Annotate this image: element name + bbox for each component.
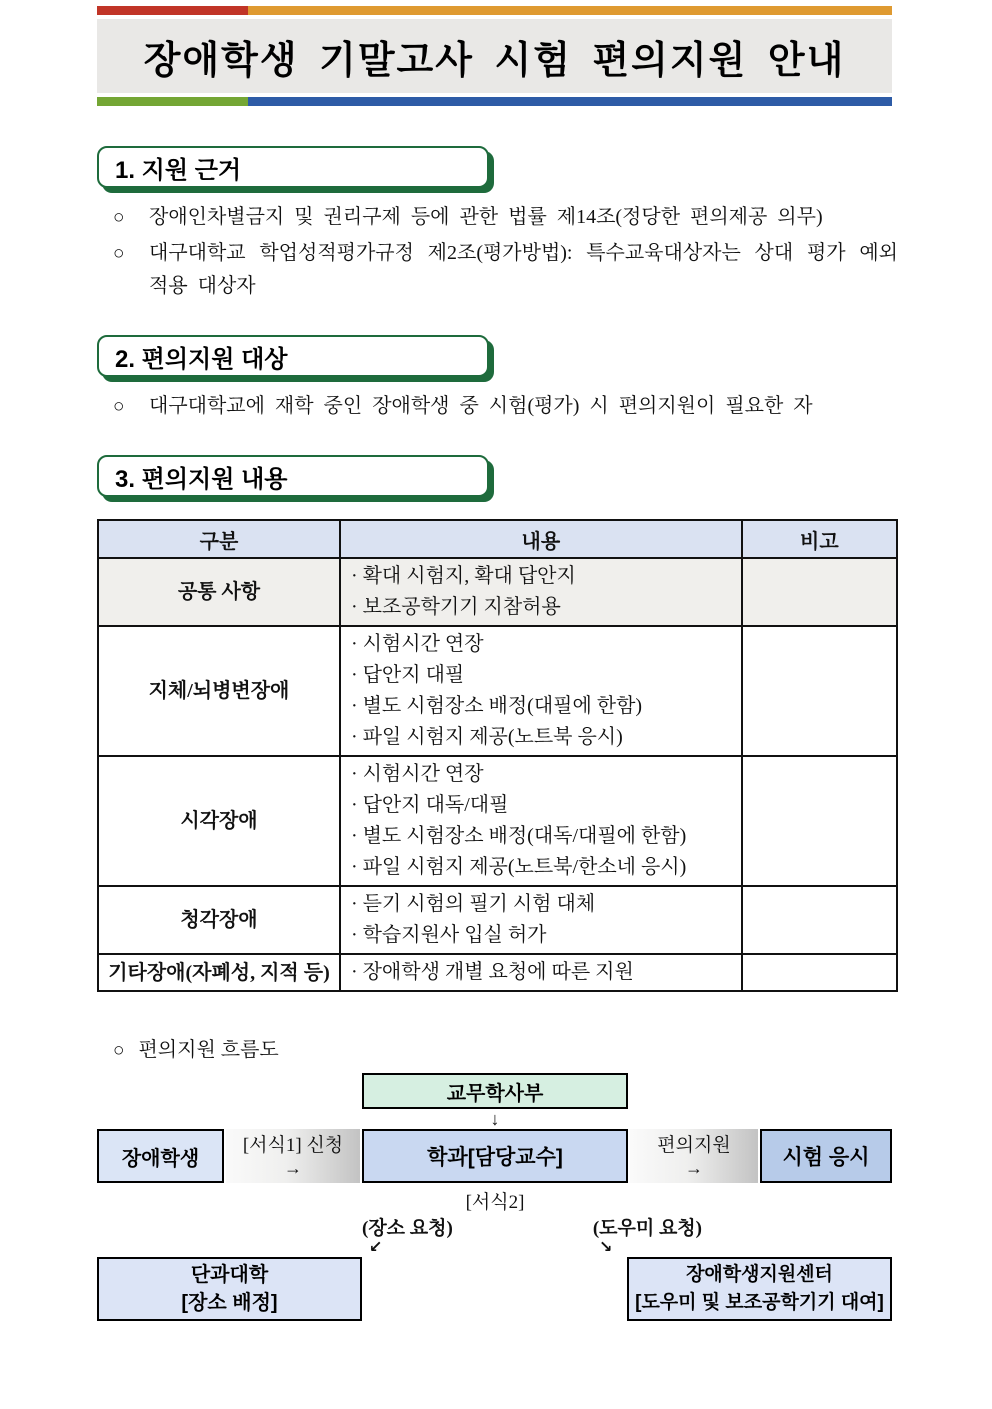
section-3-heading (97, 455, 489, 497)
section-3-heading-label: 3. 편의지원 내용 (115, 465, 288, 493)
section-2-bullets (113, 390, 898, 423)
category-cell: 공통 사항 (98, 558, 340, 626)
circle-bullet-icon: ○ (113, 1040, 125, 1061)
table-row (98, 886, 897, 954)
bottom-bar-blue-segment (248, 97, 892, 106)
category-cell: 지체/뇌병변장애 (98, 626, 340, 756)
column-header-remark: 비고 (742, 520, 897, 558)
connector-label: 편의지원 (657, 1135, 731, 1156)
content-line: · 답안지 대필 (350, 664, 465, 686)
top-bar-orange-segment (248, 6, 892, 15)
content-cell (340, 626, 742, 756)
circle-bullet-icon: ○ (113, 207, 125, 228)
bullet-item (113, 237, 898, 303)
flow-box-take-exam: 시험 응시 (760, 1129, 892, 1183)
flow-box-support-center (627, 1257, 892, 1321)
column-header-content: 내용 (340, 520, 742, 558)
content-cell (340, 756, 742, 886)
content-line: · 파일 시험지 제공(노트북/한소네 응시) (350, 856, 687, 878)
content-line: · 장애학생 개별 요청에 따른 지원 (350, 961, 634, 983)
content-line: · 별도 시험장소 배정(대필에 한함) (350, 695, 643, 717)
remark-cell (742, 626, 897, 756)
down-arrow-icon: ↓ (490, 1109, 500, 1129)
category-cell: 청각장애 (98, 886, 340, 954)
flow-diagram (97, 1069, 892, 1331)
remark-cell (742, 886, 897, 954)
page-title: 장애학생 기말고사 시험 편의지원 안내 (143, 39, 846, 82)
section-2-heading (97, 335, 489, 377)
helper-request-label: (도우미 요청) (592, 1218, 702, 1239)
document-page (0, 6, 992, 1409)
header-bottom-bar (97, 97, 892, 106)
table-row (98, 954, 897, 991)
circle-bullet-icon: ○ (113, 396, 125, 417)
flow-box-department: 학과[담당교수] (362, 1129, 628, 1183)
flow-connector-application (226, 1129, 360, 1183)
center-role: [도우미 및 보조공학기기 대여] (635, 1292, 884, 1313)
remark-cell (742, 954, 897, 991)
table-row (98, 756, 897, 886)
flow-label-text: 편의지원 흐름도 (138, 1039, 279, 1061)
header-top-bar (97, 6, 892, 15)
content-cell (340, 886, 742, 954)
bottom-bar-green-segment (97, 97, 248, 106)
category-cell: 시각장애 (98, 756, 340, 886)
support-table (97, 519, 898, 992)
column-header-category: 구분 (98, 520, 340, 558)
flow-box-college (97, 1257, 362, 1321)
bullet-item (113, 201, 898, 234)
down-left-arrow-icon: ↙ (369, 1239, 383, 1256)
content-cell (340, 558, 742, 626)
remark-cell (742, 756, 897, 886)
bullet-item (113, 390, 898, 423)
document-header (97, 6, 892, 106)
category-cell: 기타장애(자폐성, 지적 등) (98, 954, 340, 991)
top-bar-red-segment (97, 6, 248, 15)
content-line: · 시험시간 연장 (350, 633, 484, 655)
table-row (98, 626, 897, 756)
flow-diagram-label (113, 1034, 992, 1067)
table-header-row (98, 520, 897, 558)
right-arrow-icon: → (284, 1158, 302, 1178)
section-2-heading-label: 2. 편의지원 대상 (115, 345, 288, 373)
center-name: 장애학생지원센터 (686, 1264, 833, 1285)
connector-label: [서식1] 신청 (242, 1135, 344, 1156)
flow-box-academic-affairs: 교무학사부 (362, 1073, 628, 1109)
section-1-bullets (113, 201, 898, 303)
bullet-text: 장애인차별금지 및 권리구제 등에 관한 법률 제14조(정당한 편의제공 의무) (149, 206, 823, 228)
content-line: · 파일 시험지 제공(노트북 응시) (350, 726, 623, 748)
place-request-label: (장소 요청) (362, 1218, 453, 1239)
content-line: · 듣기 시험의 필기 시험 대체 (350, 893, 596, 915)
college-role: [장소 배정] (181, 1292, 278, 1314)
content-line: · 별도 시험장소 배정(대독/대필에 한함) (350, 825, 687, 847)
content-line: · 보조공학기기 지참허용 (350, 596, 561, 618)
down-right-arrow-icon: ↘ (599, 1239, 613, 1256)
flow-box-disabled-student: 장애학생 (97, 1129, 224, 1183)
bullet-text: 대구대학교 학업성적평가규정 제2조(평가방법): 특수교육대상자는 상대 평가 예외 적용 대상자 (149, 242, 898, 297)
content-cell (340, 954, 742, 991)
remark-cell (742, 558, 897, 626)
flow-connector-support (630, 1129, 758, 1183)
circle-bullet-icon: ○ (113, 243, 125, 264)
section-1-heading-label: 1. 지원 근거 (115, 156, 242, 184)
bullet-text: 대구대학교에 재학 중인 장애학생 중 시험(평가) 시 편의지원이 필요한 자 (149, 395, 813, 417)
request-labels (362, 1213, 702, 1240)
form2-label: [서식2] (465, 1192, 525, 1213)
section-1-heading (97, 146, 489, 188)
content-line: · 학습지원사 입실 허가 (350, 924, 547, 946)
title-banner (97, 19, 892, 93)
college-name: 단과대학 (190, 1264, 269, 1286)
content-line: · 답안지 대독/대필 (350, 794, 509, 816)
content-line: · 시험시간 연장 (350, 763, 484, 785)
table-row (98, 558, 897, 626)
content-line: · 확대 시험지, 확대 답안지 (350, 565, 576, 587)
right-arrow-icon: → (685, 1158, 703, 1178)
